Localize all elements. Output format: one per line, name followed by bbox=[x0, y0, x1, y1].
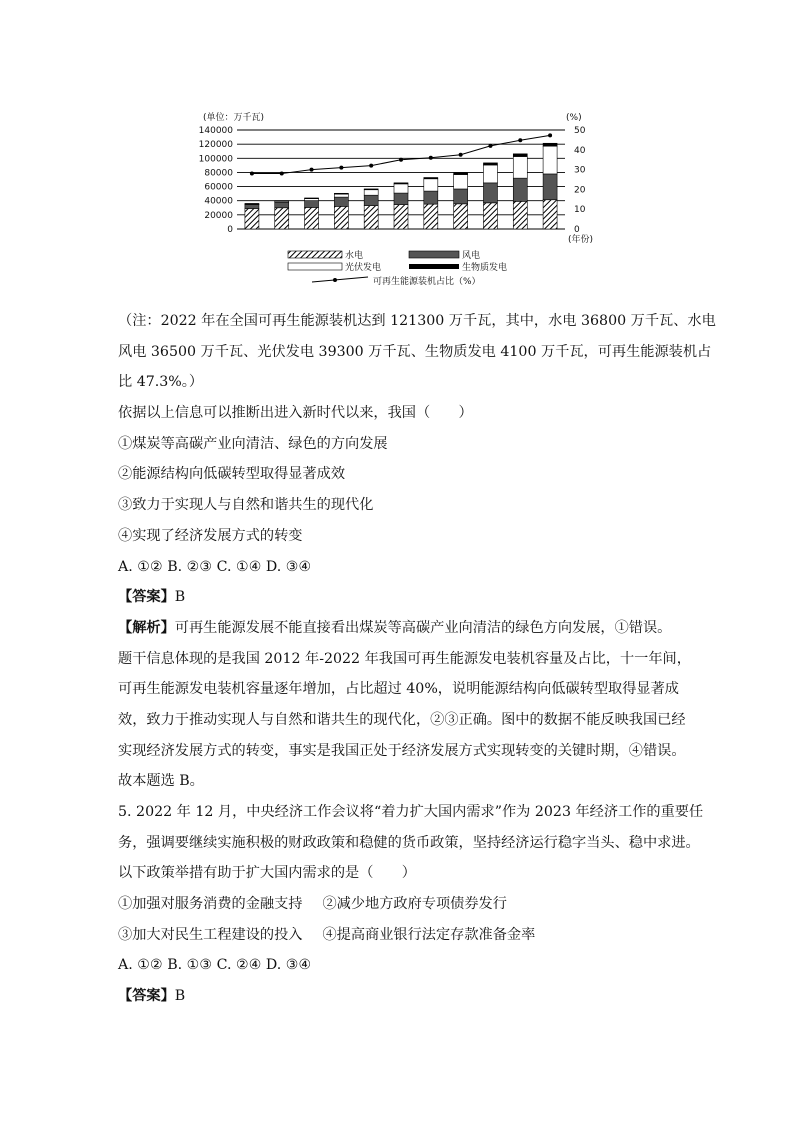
y-tick-label: 0 bbox=[227, 225, 233, 235]
bar-hydro bbox=[334, 206, 348, 229]
bar-hydro bbox=[543, 200, 557, 229]
bar-wind bbox=[483, 183, 497, 203]
text-line bbox=[118, 797, 704, 828]
bar-wind bbox=[275, 202, 289, 207]
y-tick-label: 140000 bbox=[198, 126, 233, 136]
legend-wind-swatch bbox=[409, 251, 459, 258]
left-unit-label: (单位：万千瓦) bbox=[203, 113, 265, 123]
line-text: ③加大对民生工程建设的投入 bbox=[118, 926, 303, 943]
y-tick-label: 100000 bbox=[198, 154, 233, 165]
bar-biomass bbox=[334, 193, 348, 194]
text-line bbox=[118, 613, 688, 644]
share-point bbox=[488, 144, 492, 148]
line-text: 以下政策举措有助于扩大国内需求的是（ ） bbox=[118, 865, 416, 882]
y-tick-label: 20000 bbox=[204, 210, 233, 221]
bar-hydro bbox=[305, 207, 319, 229]
bar-solar bbox=[394, 184, 408, 193]
text-line bbox=[118, 705, 688, 736]
line-text: A. ①② B. ①③ C. ②④ D. ③④ bbox=[118, 957, 312, 974]
bar-solar bbox=[424, 179, 438, 191]
bar-biomass bbox=[245, 203, 259, 204]
bar-solar bbox=[543, 146, 557, 174]
bar-wind bbox=[364, 195, 378, 205]
text-line bbox=[118, 920, 688, 951]
bar-wind bbox=[543, 174, 557, 200]
legend-solar-swatch bbox=[288, 263, 342, 270]
bar-biomass bbox=[275, 201, 289, 202]
bar-wind bbox=[305, 201, 319, 208]
bar-biomass bbox=[424, 178, 438, 179]
line-text: 依据以上信息可以推断出进入新时代以来，我国（ ） bbox=[118, 405, 473, 422]
question-text bbox=[118, 306, 716, 1012]
bar-wind bbox=[424, 191, 438, 204]
bar-biomass bbox=[483, 163, 497, 165]
legend-line-swatch bbox=[312, 277, 368, 282]
bar-hydro bbox=[483, 203, 497, 229]
text-line bbox=[118, 521, 688, 552]
text-line bbox=[118, 398, 688, 429]
legend-line-label: 可再生能源装机占比（%） bbox=[373, 277, 481, 287]
legend-biomass-label: 生物质发电 bbox=[462, 263, 508, 273]
text-line bbox=[118, 674, 688, 705]
bar-wind bbox=[334, 197, 348, 206]
text-line bbox=[118, 552, 688, 583]
text-line bbox=[118, 766, 688, 797]
line-text: ①加强对服务消费的金融支持 bbox=[118, 896, 303, 913]
bar-biomass bbox=[454, 173, 468, 175]
legend-solar-label: 光伏发电 bbox=[345, 263, 382, 273]
x-axis-label: (年份) bbox=[568, 235, 594, 245]
share-point bbox=[250, 172, 254, 176]
bar-solar bbox=[334, 194, 348, 197]
bar-biomass bbox=[364, 189, 378, 190]
answer-label: 【解析】 bbox=[118, 619, 175, 636]
share-point bbox=[548, 133, 552, 137]
text-line bbox=[118, 582, 688, 613]
right-unit-label: (%) bbox=[566, 113, 582, 123]
share-point bbox=[399, 158, 403, 162]
text-line bbox=[118, 858, 688, 889]
bar-hydro bbox=[513, 201, 527, 229]
bar-biomass bbox=[394, 183, 408, 184]
text-line bbox=[118, 367, 688, 398]
legend-biomass-swatch bbox=[409, 264, 459, 269]
y2-tick-label: 30 bbox=[574, 165, 586, 176]
line-text: 效，致力于推动实现人与自然和谐共生的现代化，②③正确。图中的数据不能反映我国已经 bbox=[118, 711, 686, 728]
share-point bbox=[369, 164, 373, 168]
bar-hydro bbox=[275, 208, 289, 229]
share-line bbox=[252, 135, 550, 173]
text-line bbox=[118, 981, 688, 1012]
share-point bbox=[280, 172, 284, 176]
bar-biomass bbox=[513, 154, 527, 157]
bar-biomass bbox=[543, 143, 557, 146]
bar-solar bbox=[483, 165, 497, 183]
text-line bbox=[118, 459, 688, 490]
text-line bbox=[118, 644, 691, 675]
bar-hydro bbox=[245, 208, 259, 229]
bar-solar bbox=[513, 157, 527, 179]
bar-hydro bbox=[454, 204, 468, 229]
renewable-energy-chart bbox=[185, 107, 605, 287]
y-tick-label: 120000 bbox=[198, 140, 233, 151]
legend-wind-label: 风电 bbox=[462, 251, 481, 261]
line-text: 可再生能源发电装机容量逐年增加，占比超过 40%，说明能源结构向低碳转型取得显著成 bbox=[118, 681, 679, 698]
y-tick-label: 60000 bbox=[204, 182, 233, 193]
text-line bbox=[118, 490, 688, 521]
bar-wind bbox=[454, 189, 468, 204]
y2-tick-label: 50 bbox=[574, 126, 586, 136]
text-line bbox=[118, 950, 688, 981]
bar-solar bbox=[454, 175, 468, 189]
share-point bbox=[459, 153, 463, 157]
y2-tick-label: 10 bbox=[574, 205, 586, 216]
line-text: 题干信息体现的是我国 2012 年-2022 年我国可再生能源发电装机容量及占比，十一年间， bbox=[118, 650, 691, 667]
line-text: B bbox=[174, 988, 186, 1005]
line-text: （注：2022 年在全国可再生能源装机达到 121300 万千瓦，其中，水电 36800 万千瓦、水电 bbox=[118, 313, 716, 329]
share-point bbox=[339, 166, 343, 170]
y2-tick-label: 20 bbox=[574, 185, 586, 196]
answer-label: 【答案】 bbox=[118, 589, 175, 606]
text-line bbox=[118, 828, 700, 859]
line-text: 5. 2022 年 12 月，中央经济工作会议将“着力扩大国内需求”作为 2023 年经济工作的重要任 bbox=[118, 804, 704, 820]
line-text-option: ②减少地方政府专项债券发行 bbox=[322, 896, 507, 913]
text-line bbox=[118, 306, 716, 337]
line-text: 故本题选 B。 bbox=[118, 773, 204, 790]
bar-solar bbox=[364, 190, 378, 195]
text-line bbox=[118, 429, 688, 460]
line-text: ②能源结构向低碳转型取得显著成效 bbox=[118, 466, 346, 483]
line-text: B bbox=[174, 589, 186, 606]
y2-tick-label: 40 bbox=[574, 145, 586, 156]
text-line bbox=[118, 889, 688, 920]
line-text: A. ①② B. ②③ C. ①④ D. ③④ bbox=[118, 558, 312, 575]
legend-hydro-label: 水电 bbox=[345, 251, 364, 261]
share-point bbox=[310, 168, 314, 172]
line-text: 风电 36500 万千瓦、光伏发电 39300 万千瓦、生物质发电 4100 万千瓦，可再生能源装机占 bbox=[118, 343, 712, 360]
share-point bbox=[429, 156, 433, 160]
legend-hydro-swatch bbox=[288, 251, 342, 258]
answer-label: 【答案】 bbox=[118, 988, 175, 1005]
text-line bbox=[118, 736, 688, 767]
bar-wind bbox=[394, 193, 408, 205]
line-text: 比 47.3%。） bbox=[118, 374, 204, 391]
y2-tick-label: 0 bbox=[574, 225, 580, 235]
line-text: ④实现了经济发展方式的转变 bbox=[118, 527, 303, 544]
line-text: ①煤炭等高碳产业向清洁、绿色的方向发展 bbox=[118, 435, 388, 452]
bar-hydro bbox=[394, 205, 408, 229]
y-tick-label: 80000 bbox=[204, 168, 233, 179]
line-text: ③致力于实现人与自然和谐共生的现代化 bbox=[118, 497, 374, 514]
y-tick-label: 40000 bbox=[204, 196, 233, 207]
bar-biomass bbox=[305, 198, 319, 199]
line-text: 实现经济发展方式的转变，事实是我国正处于经济发展方式实现转变的关键时期，④错误。 bbox=[118, 742, 686, 759]
line-text: 务，强调要继续实施积极的财政政策和稳健的货币政策，坚持经济运行稳字当头、稳中求进。 bbox=[118, 834, 700, 851]
share-point bbox=[518, 138, 522, 142]
line-text: 可再生能源发展不能直接看出煤炭等高碳产业向清洁的绿色方向发展，①错误。 bbox=[174, 619, 672, 636]
bar-wind bbox=[513, 178, 527, 201]
line-text-option: ④提高商业银行法定存款准备金率 bbox=[322, 926, 536, 943]
legend-line-point bbox=[333, 278, 337, 282]
bar-hydro bbox=[364, 206, 378, 229]
bar-hydro bbox=[424, 204, 438, 229]
text-line bbox=[118, 337, 712, 368]
